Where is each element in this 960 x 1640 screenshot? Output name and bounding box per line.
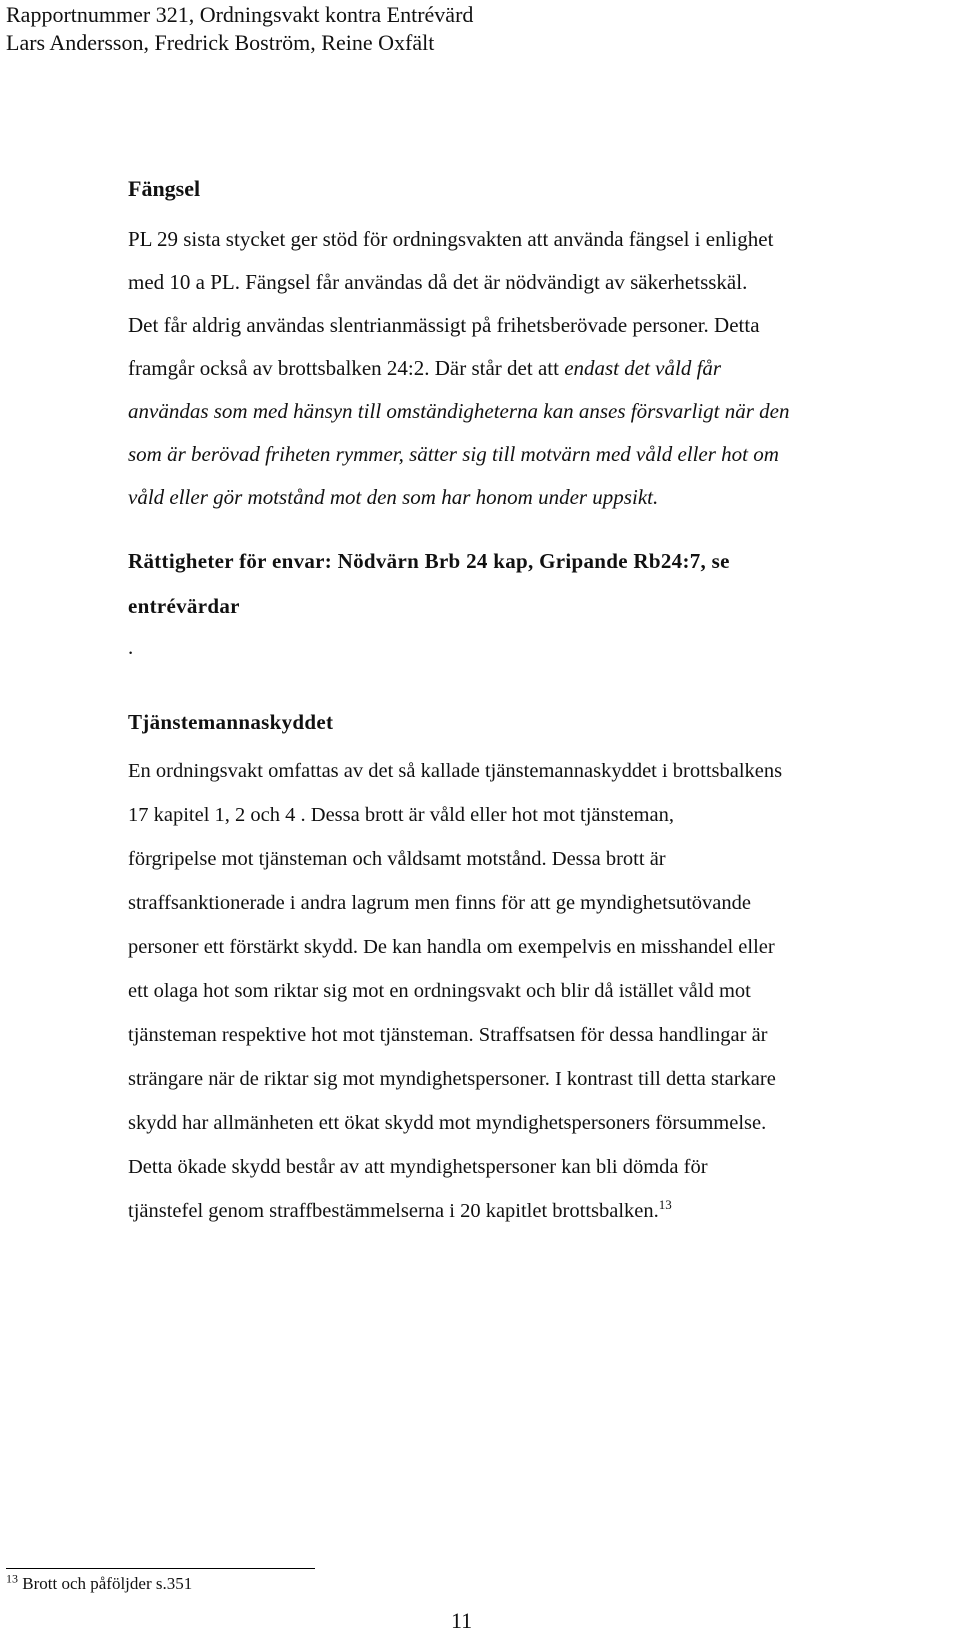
- quote-line: våld eller gör motstånd mot den som har honom under uppsikt.: [128, 485, 659, 509]
- stray-dot: .: [128, 635, 134, 659]
- paragraph-line: tjänsteman respektive hot mot tjänsteman. Straffsatsen för dessa handlingar är: [128, 1024, 768, 1046]
- section-heading-rattigheter: Rättigheter för envar: Nödvärn Brb 24 kap, Gripande Rb24:7, se: [128, 549, 730, 573]
- paragraph-line: strängare när de riktar sig mot myndighetspersoner. I kontrast till detta starkare: [128, 1068, 776, 1090]
- report-authors: Lars Andersson, Fredrick Boström, Reine Oxfält: [6, 30, 435, 55]
- paragraph-line: Detta ökade skydd består av att myndighetspersoner kan bli dömda för: [128, 1156, 708, 1178]
- paragraph-line: med 10 a PL. Fängsel får användas då det är nödvändigt av säkerhetsskäl.: [128, 270, 748, 294]
- paragraph-line: straffsanktionerade i andra lagrum men finns för att ge myndighetsutövande: [128, 892, 751, 914]
- page-number: 11: [451, 1608, 473, 1633]
- section-heading-tjanstemannaskyddet: Tjänstemannaskyddet: [128, 710, 334, 734]
- footnote-reference[interactable]: 13: [658, 1197, 672, 1213]
- paragraph-line: ett olaga hot som riktar sig mot en ordningsvakt och blir då istället våld mot: [128, 980, 751, 1002]
- footnote: [6, 1571, 193, 1594]
- paragraph-line: 17 kapitel 1, 2 och 4 . Dessa brott är våld eller hot mot tjänsteman,: [128, 804, 674, 826]
- footnote-number: 13: [6, 1571, 18, 1586]
- paragraph-line: skydd har allmänheten ett ökat skydd mot myndighetspersoners försummelse.: [128, 1112, 767, 1134]
- paragraph-line: PL 29 sista stycket ger stöd för ordningsvakten att använda fängsel i enlighet: [128, 227, 774, 251]
- quote-text: endast det våld får: [564, 356, 722, 380]
- paragraph-text: tjänstefel genom straffbestämmelserna i 20 kapitlet brottsbalken.: [128, 1200, 659, 1222]
- quote-line: som är berövad friheten rymmer, sätter sig till motvärn med våld eller hot om: [128, 442, 779, 466]
- paragraph-line: En ordningsvakt omfattas av det så kallade tjänstemannaskyddet i brottsbalkens: [128, 760, 783, 782]
- paragraph-line: [128, 356, 721, 381]
- paragraph-line: förgripelse mot tjänsteman och våldsamt motstånd. Dessa brott är: [128, 848, 666, 870]
- footnote-divider: [6, 1568, 315, 1569]
- footnote-text: Brott och påföljder s.351: [18, 1574, 193, 1593]
- report-title: Rapportnummer 321, Ordningsvakt kontra Entrévärd: [6, 2, 474, 27]
- paragraph-text: framgår också av brottsbalken 24:2. Där står det att: [128, 356, 565, 380]
- paragraph-line: Det får aldrig användas slentrianmässigt på frihetsberövade personer. Detta: [128, 313, 760, 337]
- section-heading-fangsel: Fängsel: [128, 176, 201, 201]
- quote-line: användas som med hänsyn till omständigheterna kan anses försvarligt när den: [128, 399, 790, 423]
- paragraph-line: personer ett förstärkt skydd. De kan handla om exempelvis en misshandel eller: [128, 936, 775, 958]
- section-heading-rattigheter-cont: entrévärdar: [128, 594, 240, 618]
- paragraph-line: [128, 1197, 672, 1223]
